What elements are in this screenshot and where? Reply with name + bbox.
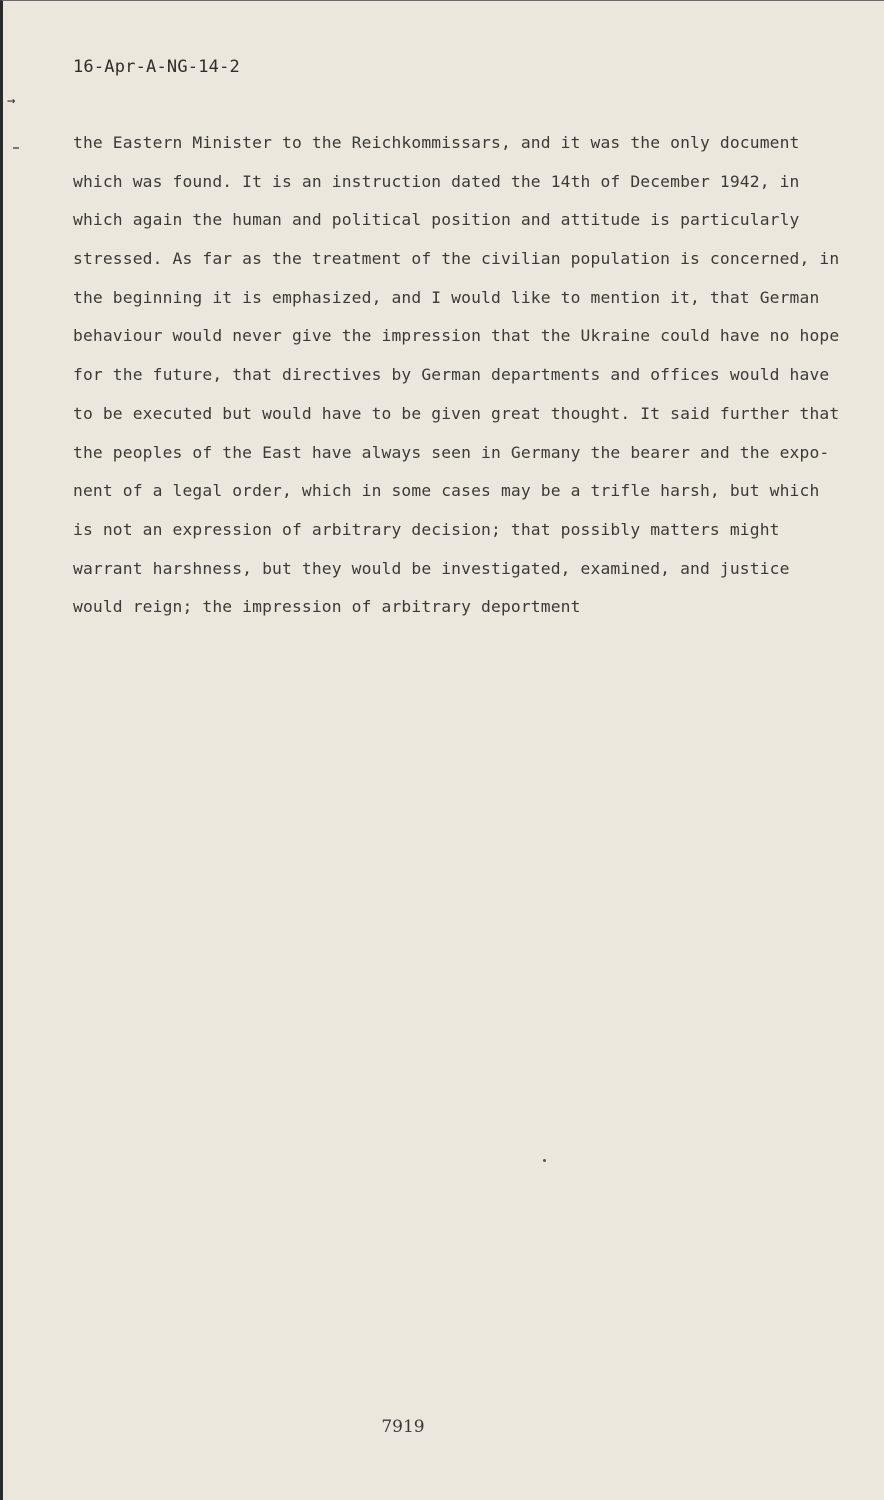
text-line: stressed. As far as the treatment of the civilian population is concerned, in bbox=[73, 249, 840, 269]
margin-arrow-mark: → bbox=[7, 93, 16, 109]
stray-ink-dot bbox=[543, 1159, 546, 1162]
text-line: the peoples of the East have always seen in Germany the bearer and the expo- bbox=[73, 442, 830, 462]
text-line: for the future, that directives by German departments and offices would have bbox=[73, 365, 830, 385]
text-line: would reign; the impression of arbitrary deportment bbox=[73, 597, 581, 617]
text-line: is not an expression of arbitrary decision; that possibly matters might bbox=[73, 519, 780, 539]
text-line: the Eastern Minister to the Reichkommissars, and it was the only document bbox=[73, 133, 800, 152]
document-reference-header: 16-Apr-A-NG-14-2 bbox=[73, 57, 240, 77]
text-line: warrant harshness, but they would be investigated, examined, and justice bbox=[73, 558, 790, 578]
text-line: behaviour would never give the impression that the Ukraine could have no hope bbox=[73, 326, 840, 346]
text-line: which was found. It is an instruction dated the 14th of December 1942, in bbox=[73, 171, 800, 191]
page-number: 7919 bbox=[381, 1417, 425, 1437]
text-line: which again the human and political position and attitude is particularly bbox=[73, 210, 800, 230]
text-line: nent of a legal order, which in some cases may be a trifle harsh, but which bbox=[73, 481, 820, 501]
document-body-text bbox=[73, 133, 840, 636]
text-line: to be executed but would have to be given great thought. It said further that bbox=[73, 403, 840, 423]
text-line: the beginning it is emphasized, and I would like to mention it, that German bbox=[73, 287, 820, 307]
margin-tick-mark bbox=[13, 147, 19, 149]
